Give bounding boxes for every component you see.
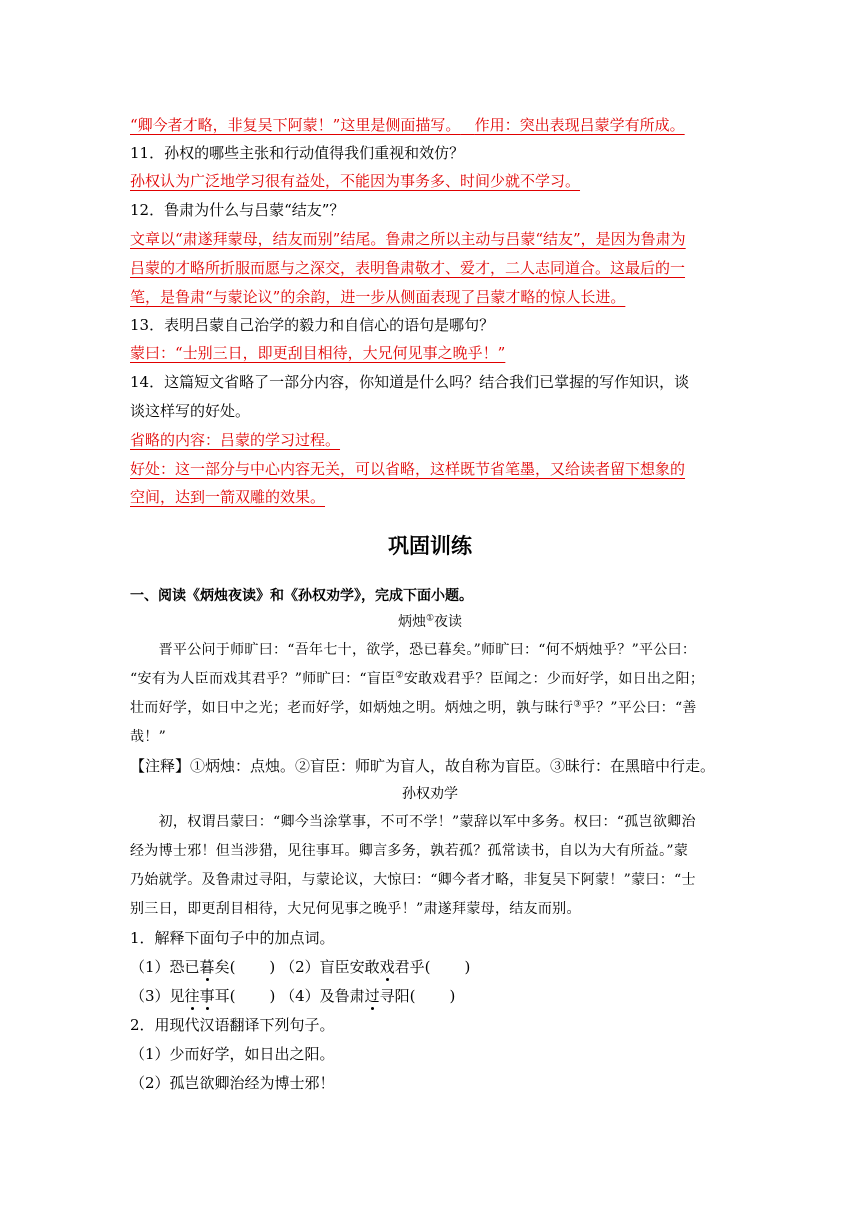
exercise-2-item-2: （2）孤岂欲卿治经为博士邪！	[130, 1074, 335, 1092]
text-2-title: 孙权劝学	[402, 786, 458, 802]
text-2-para-line-1: 初，权谓吕蒙曰：“卿今当涂掌事，不可不学！”蒙辞以军中多务。权曰：“孤岂欲卿治	[130, 814, 696, 830]
text-1-para-line-2: “安有为人臣而戏其君乎？”师旷曰：“盲臣②安敢戏君乎？臣闻之：少而好学，如日出之阳；	[130, 670, 705, 687]
answer-12-line-1: 文章以“肃遂拜蒙母，结友而别”结尾。鲁肃之所以主动与吕蒙“结友”，是因为鲁肃为	[130, 230, 686, 248]
text-1-notes: 【注释】①炳烛：点烛。②盲臣：师旷为盲人，故自称为盲臣。③昧行：在黑暗中行走。	[130, 757, 716, 775]
text-2-para-line-4: 别三日，即更刮目相待，大兄何见事之晚乎！”肃遂拜蒙母，结友而别。	[130, 901, 581, 917]
answer-12-line-3: 笔，是鲁肃“与蒙论议”的余韵，进一步从侧面表现了吕蒙才略的惊人长进。	[130, 288, 626, 306]
exercise-2-item-1: （1）少而好学，如日出之阳。	[130, 1045, 335, 1063]
answer-14-line-3: 空间，达到一箭双雕的效果。	[130, 488, 326, 506]
exercise-1-title: 1．解释下面句子中的加点词。	[130, 929, 335, 947]
dotted-word: 戏	[379, 958, 395, 976]
answer-12-line-2: 吕蒙的才略所折服而愿与之深交，表明鲁肃敬才、爱才，二人志同道合。这最后的一	[130, 259, 686, 277]
question-13: 13．表明吕蒙自己治学的毅力和自信心的语句是哪句？	[130, 316, 495, 334]
answer-text: “卿今者才略，非复吴下阿蒙！”这里是侧面描写。	[130, 116, 461, 134]
dotted-word: 事	[199, 987, 215, 1005]
question-14-line-2: 谈这样写的好处。	[130, 402, 251, 420]
text-1-title: 炳烛①夜读	[397, 613, 463, 630]
section-title: 巩固训练	[388, 534, 472, 558]
exercise-2-title: 2．用现代汉语翻译下列句子。	[130, 1016, 335, 1034]
answer-11: 孙权认为广泛地学习很有益处，不能因为事务多、时间少就不学习。	[130, 172, 581, 190]
text-2-para-line-3: 乃始就学。及鲁肃过寻阳，与蒙论议，大惊曰：“卿今者才略，非复吴下阿蒙！”蒙曰：“士	[130, 872, 696, 888]
text-1-para-line-3: 壮而好学，如日中之光；老而好学，如炳烛之明。炳烛之明，孰与昧行③乎？”平公曰：“善	[130, 699, 697, 716]
dotted-word: 暮	[199, 958, 215, 976]
question-11: 11．孙权的哪些主张和行动值得我们重视和效仿？	[130, 144, 465, 162]
answer-line-description	[130, 114, 730, 136]
answer-14-line-2: 好处：这一部分与中心内容无关，可以省略，这样既节省笔墨，又给读者留下想象的	[130, 460, 686, 478]
answer-13: 蒙曰：“士别三日，即更刮目相待，大兄何见事之晚乎！”	[130, 344, 506, 362]
exercise-1-row-2: （3）见往事耳( ) （4）及鲁肃过寻阳( )	[130, 987, 456, 1005]
answer-effect: 作用：突出表现吕蒙学有所成。	[474, 116, 685, 134]
text-2-para-line-2: 经为博士邪！但当涉猎，见往事耳。卿言多务，孰若孤？孤常读书，自以为大有所益。”蒙	[130, 843, 689, 859]
answer-14-line-1: 省略的内容：吕蒙的学习过程。	[130, 431, 341, 449]
text-1-para-line-4: 哉！”	[130, 729, 167, 745]
dotted-word: 往	[184, 987, 200, 1005]
question-14-line-1: 14．这篇短文省略了一部分内容，你知道是什么吗？结合我们已掌握的写作知识，谈	[130, 373, 690, 391]
question-12: 12．鲁肃为什么与吕蒙“结友”？	[130, 201, 345, 219]
exercise-1-row-1: （1）恐已暮矣( ) （2）盲臣安敢戏君乎( )	[130, 958, 471, 976]
part-1-heading: 一、阅读《炳烛夜读》和《孙权劝学》，完成下面小题。	[130, 588, 473, 604]
dotted-word: 过	[364, 987, 380, 1005]
text-1-para-line-1: 晋平公问于师旷曰：“吾年七十，欲学，恐已暮矣。”师旷曰：“何不炳烛乎？”平公曰：	[130, 642, 697, 658]
